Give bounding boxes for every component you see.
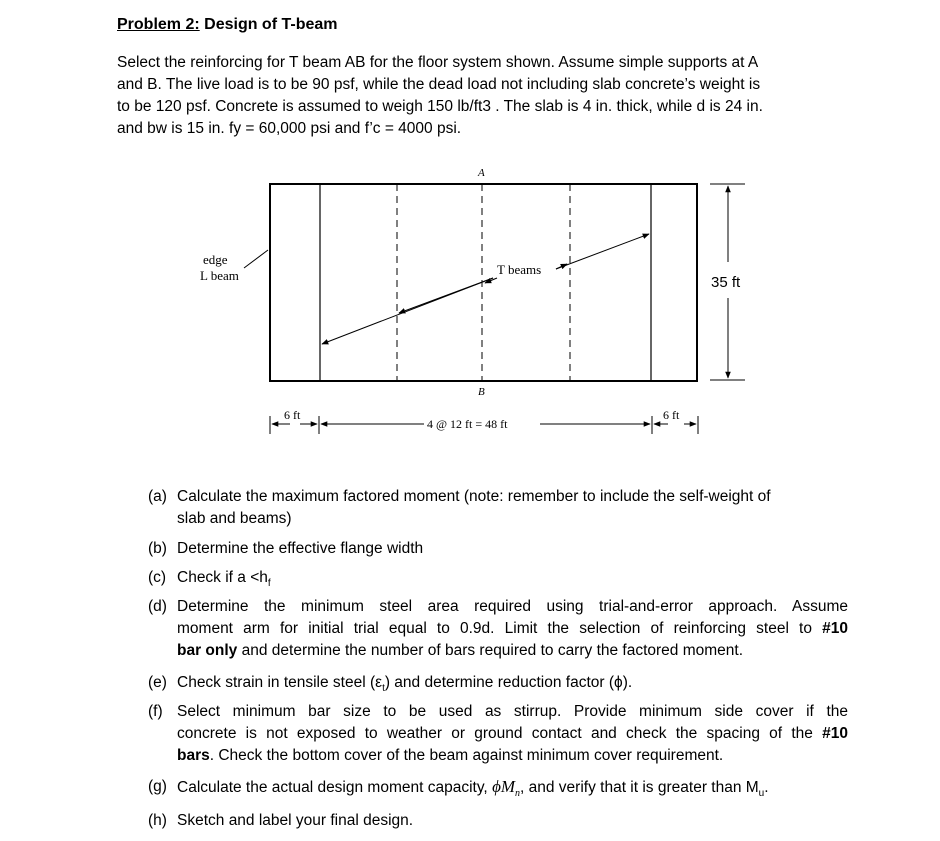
problem-label: Problem 2: [117,16,200,33]
question-text: . Check the bottom cover of the beam against minimum cover requirement. [209,747,724,764]
bar-size: #10 [822,725,848,742]
support-b-label: B [478,386,485,398]
question-text: slab and beams) [177,510,292,527]
t-beams-leader [399,278,493,313]
edge-label-leader [244,250,268,268]
phi-mn: ϕM [492,777,516,796]
subscript: t [382,683,385,695]
question-label: (f) [148,703,163,720]
question-a [148,486,848,530]
statement-line: and B. The live load is to be 90 psf, while the dead load not including slab concrete’s weight is [117,76,761,93]
problem-heading: Design of T-beam [204,16,338,33]
question-e [148,672,848,700]
question-label: (a) [148,488,167,505]
question-text: , and verify that it is greater than M [520,779,759,796]
question-text: Calculate the maximum factored moment (note: remember to include the self-weight of [177,488,771,505]
subscript: n [515,788,521,800]
question-d [148,596,848,662]
question-text: ) and determine reduction factor (ϕ). [384,674,633,691]
dim-mid-label: 4 @ 12 ft = 48 ft [427,417,508,431]
question-text: concrete is not exposed to weather or ground contact and check the spacing of the [177,725,823,742]
question-text: moment arm for initial trial equal to 0.9d. Limit the selection of reinforcing steel to [177,620,823,637]
subscript: u [758,788,765,800]
question-c [148,567,848,595]
bars-word: bars [177,747,210,764]
question-label: (b) [148,540,167,557]
statement-line: and bw is 15 in. fy = 60,000 psi and f’c = 4000 psi. [117,120,462,137]
edge-label: edge [203,252,228,267]
t-beams-label: T beams [497,262,542,277]
question-f [148,701,848,767]
slab-outline [270,184,697,381]
question-text: . [764,779,769,796]
statement-line: to be 120 psf. Concrete is assumed to weigh 150 lb/ft3 . The slab is 4 in. thick, while d is 24 in. [117,98,763,115]
statement-line: Select the reinforcing for T beam AB for the floor system shown. Assume simple supports at A [117,54,759,71]
bar-only: bar only [177,642,238,659]
question-text: Check if a <h [177,569,268,586]
question-text: Determine the effective flange width [177,540,424,557]
question-text: Select minimum bar size to be used as stirrup. Provide minimum side cover if the [177,703,848,720]
question-label: (c) [148,569,167,586]
question-text: and determine the number of bars required to carry the factored moment. [237,642,744,659]
question-label: (g) [148,778,167,795]
question-text: Check strain in tensile steel (ε [177,674,383,691]
question-b [148,538,848,560]
question-label: (d) [148,598,167,615]
question-label: (e) [148,674,167,691]
question-text: Calculate the actual design moment capacity, [177,779,493,796]
question-text: Sketch and label your final design. [177,812,414,829]
support-a-label: A [478,167,485,179]
dim-height-label: 35 ft [711,274,741,291]
dim-right-label: 6 ft [663,408,680,422]
l-beam-label: L beam [200,268,239,283]
bar-size: #10 [822,620,848,637]
question-g [148,776,848,805]
t-beams-leader [556,234,649,269]
question-h [148,810,848,832]
dim-left-label: 6 ft [284,408,301,422]
subscript: f [267,578,271,590]
question-label: (h) [148,812,167,829]
question-text: Determine the minimum steel area required using trial-and-error approach. Assume [177,598,848,615]
